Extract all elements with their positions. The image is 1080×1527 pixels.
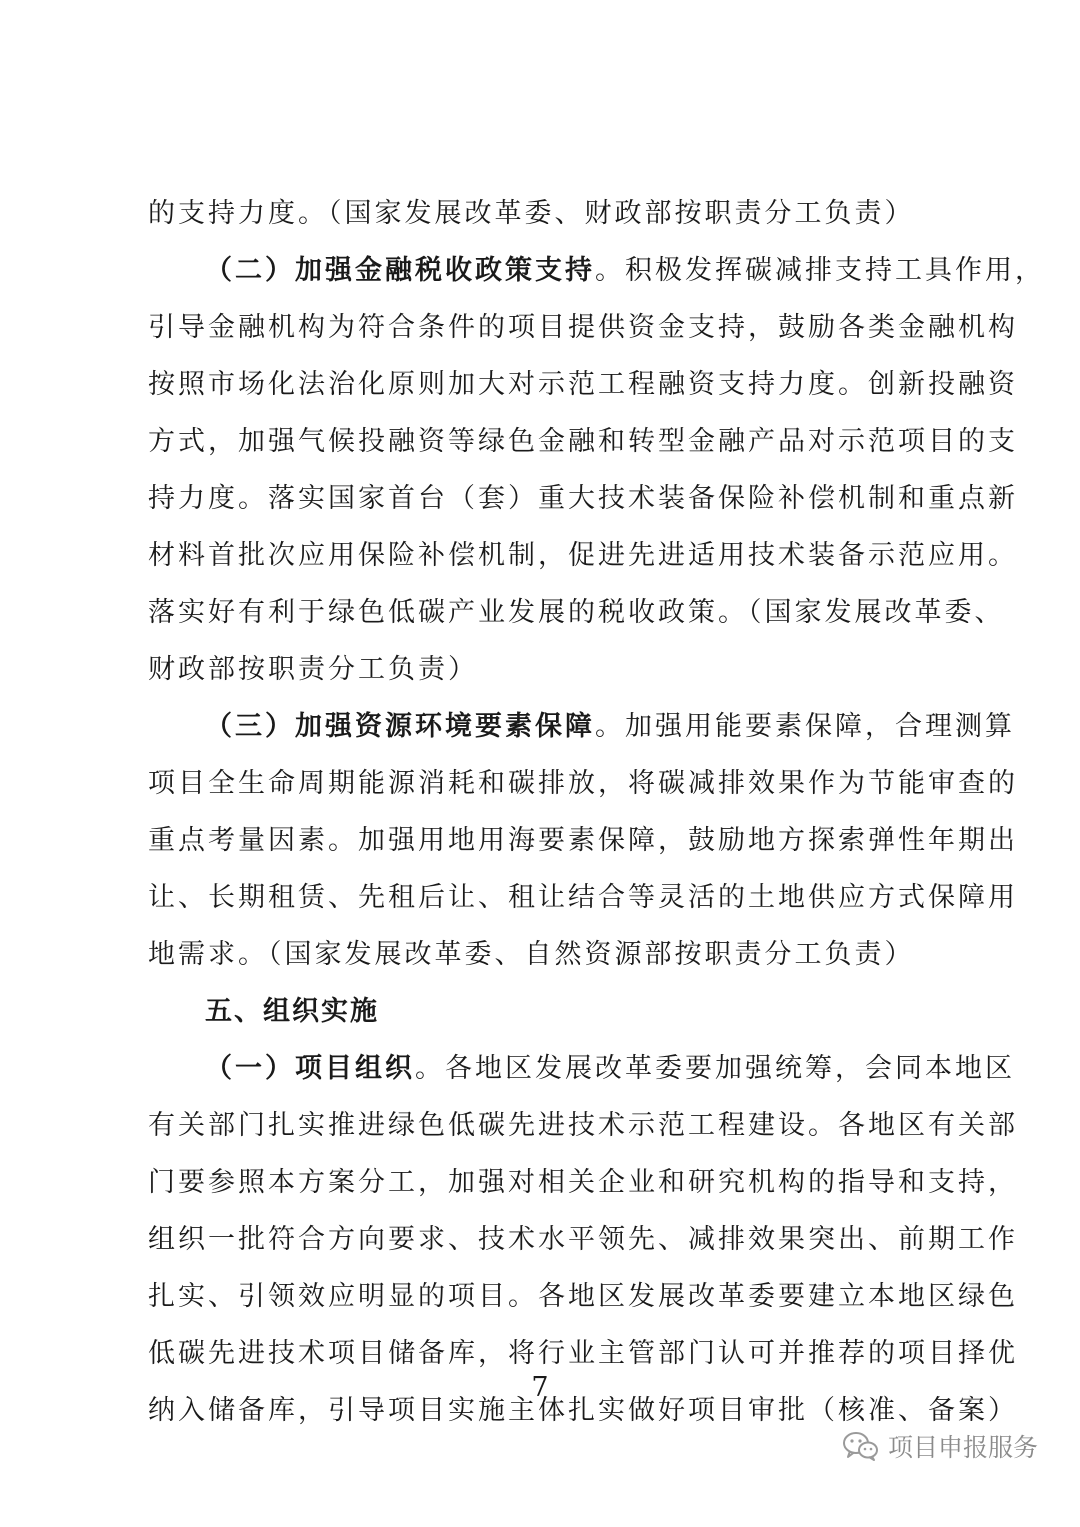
section-title: （三）加强资源环境要素保障 [205,711,595,742]
source-watermark [842,1428,1038,1464]
paragraph-line: 按照市场化法治化原则加大对示范工程融资支持力度。创新投融资 [148,369,1018,400]
paragraph-line: （二）加强金融税收政策支持。积极发挥碳减排支持工具作用， [205,255,1045,286]
paragraph-line: 的支持力度。（国家发展改革委、财政部按职责分工负责） [148,198,915,229]
paragraph-line: （一）项目组织。各地区发展改革委要加强统筹，会同本地区 [205,1053,1015,1084]
paragraph-line: 重点考量因素。加强用地用海要素保障，鼓励地方探索弹性年期出 [148,825,1018,856]
paragraph-line: 项目全生命周期能源消耗和碳排放，将碳减排效果作为节能审查的 [148,768,1018,799]
paragraph-line: 有关部门扎实推进绿色低碳先进技术示范工程建设。各地区有关部 [148,1110,1018,1141]
section-title: （一）项目组织 [205,1053,415,1084]
section-heading: 五、组织实施 [205,996,379,1027]
paragraph-line: （三）加强资源环境要素保障。加强用能要素保障，合理测算 [205,711,1015,742]
page-number: 7 [531,1372,549,1403]
paragraph-line: 纳入储备库，引导项目实施主体扎实做好项目审批（核准、备案） [148,1395,1018,1426]
paragraph-line: 落实好有利于绿色低碳产业发展的税收政策。（国家发展改革委、 [148,597,1005,628]
paragraph-line: 持力度。落实国家首台（套）重大技术装备保险补偿机制和重点新 [148,483,1018,514]
paragraph-line: 方式，加强气候投融资等绿色金融和转型金融产品对示范项目的支 [148,426,1018,457]
paragraph-line: 让、长期租赁、先租后让、租让结合等灵活的土地供应方式保障用 [148,882,1018,913]
section-title: （二）加强金融税收政策支持 [205,255,595,286]
paragraph-line: 财政部按职责分工负责） [148,654,478,685]
paragraph-line: 低碳先进技术项目储备库，将行业主管部门认可并推荐的项目择优 [148,1338,1018,1369]
watermark-text: 项目申报服务 [888,1433,1039,1462]
wechat-icon [842,1430,880,1462]
paragraph-line: 扎实、引领效应明显的项目。各地区发展改革委要建立本地区绿色 [148,1281,1018,1312]
paragraph-line: 门要参照本方案分工，加强对相关企业和研究机构的指导和支持， [148,1167,1018,1198]
paragraph-line: 地需求。（国家发展改革委、自然资源部按职责分工负责） [148,939,915,970]
paragraph-line: 材料首批次应用保险补偿机制，促进先进适用技术装备示范应用。 [148,540,1018,571]
paragraph-line: 引导金融机构为符合条件的项目提供资金支持，鼓励各类金融机构 [148,312,1018,343]
paragraph-line: 组织一批符合方向要求、技术水平领先、减排效果突出、前期工作 [148,1224,1018,1255]
